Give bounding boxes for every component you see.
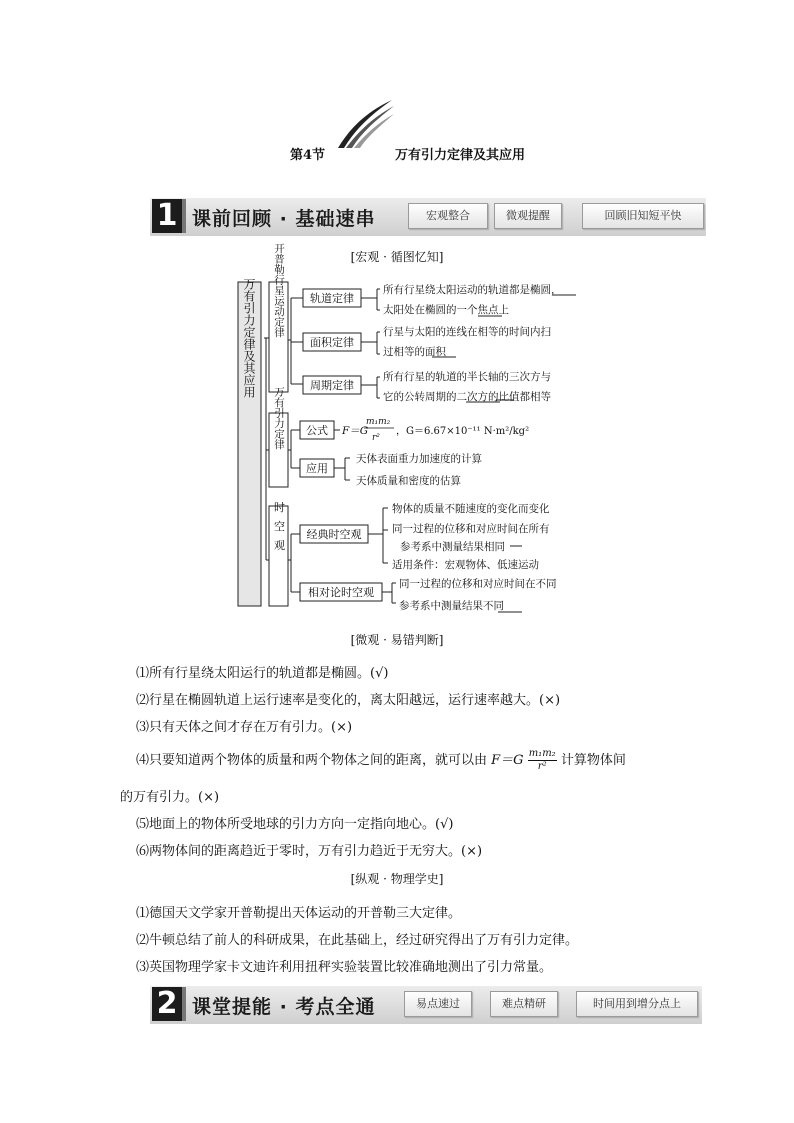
history-heading: [纵观 · 物理学史] xyxy=(350,872,444,886)
application-line-2: 天体质量和密度的估算 xyxy=(356,475,461,487)
micro-heading: [微观 · 易错判断] xyxy=(350,633,444,647)
macro-heading: [宏观 · 循图忆知] xyxy=(350,250,444,264)
judgment-3: ⑶只有天体之间才存在万有引力。(×) xyxy=(136,720,353,735)
section-2-bar xyxy=(150,986,702,1024)
relativistic-line-1: 同一过程的位移和对应时间在不同 xyxy=(399,578,557,590)
formula-lhs: F＝G xyxy=(342,425,369,437)
judgment-4-part-1: ⑷只要知道两个物体的质量和两个物体之间的距离，就可以由 xyxy=(136,753,488,768)
macro-integration-button[interactable]: 宏观整合 xyxy=(408,203,488,229)
formula-label: 公式 xyxy=(306,424,328,437)
svg-text:万有引力定律及其应用: 万有引力定律及其应用 xyxy=(242,278,256,398)
judgment-4-continued: 的万有引力。(×) xyxy=(120,790,220,805)
micro-reminder-button[interactable]: 微观提醒 xyxy=(494,203,562,229)
classical-spacetime-label: 经典时空观 xyxy=(306,528,362,541)
inline-formula-lhs: F＝G xyxy=(491,753,524,768)
history-2: ⑵牛顿总结了前人的科研成果，在此基础上，经过研究得出了万有引力定律。 xyxy=(136,933,579,948)
page-title: 万有引力定律及其应用 xyxy=(395,148,526,163)
classical-line-4: 适用条件：宏观物体、低速运动 xyxy=(392,559,539,571)
inline-formula-numerator: m₁m₂ xyxy=(528,748,556,759)
section-1-title: 课前回顾 · 基础速串 xyxy=(192,208,376,230)
section-2-title: 课堂提能 · 考点全通 xyxy=(192,996,376,1018)
classical-line-2: 同一过程的位移和对应时间在所有 xyxy=(392,523,550,535)
section-number: 第4节 xyxy=(290,148,326,163)
judgment-5: ⑸地面上的物体所受地球的引力方向一定指向地心。(√) xyxy=(136,817,454,832)
hard-points-button[interactable]: 难点精研 xyxy=(490,991,558,1017)
branch-gravitation-label: 万有引力定律 xyxy=(273,386,285,450)
score-points-button[interactable]: 时间用到增分点上 xyxy=(576,991,698,1017)
period-law-label: 周期定律 xyxy=(310,379,354,392)
classical-line-3: 参考系中测量结果相同 xyxy=(400,541,505,553)
history-1: ⑴德国天文学家开普勒提出天体运动的开普勒三大定律。 xyxy=(136,906,462,921)
history-3: ⑶英国物理学家卡文迪许利用扭秤实验装置比较准确地测出了引力常量。 xyxy=(136,960,553,975)
period-law-line-2: 它的公转周期的二次方的比值都相等 xyxy=(383,391,551,403)
judgment-4 xyxy=(136,748,626,773)
application-line-1: 天体表面重力加速度的计算 xyxy=(356,453,482,465)
inline-formula-fraction xyxy=(528,748,557,773)
orbit-law-label: 轨道定律 xyxy=(310,292,354,305)
area-law-label: 面积定律 xyxy=(310,336,354,349)
branch-kepler-label: 开普勒行星运动定律 xyxy=(273,242,285,338)
judgment-4-part-2: 计算物体间 xyxy=(560,753,626,768)
orbit-law-line-2: 太阳处在椭圆的一个焦点上 xyxy=(383,304,509,316)
section-1-number: 1 xyxy=(152,199,182,233)
easy-points-button[interactable]: 易点速过 xyxy=(404,991,472,1017)
relativistic-spacetime-label: 相对论时空观 xyxy=(308,586,374,599)
period-law-line-1: 所有行星的轨道的半长轴的三次方与 xyxy=(383,371,551,383)
tree-root-label xyxy=(242,278,256,398)
section-2-number: 2 xyxy=(152,987,182,1021)
judgment-6: ⑹两物体间的距离趋近于零时，万有引力趋近于无穷大。(×) xyxy=(136,844,483,859)
formula-numerator: m₁m₂ xyxy=(366,417,391,427)
inline-formula-denominator: r² xyxy=(537,761,547,772)
branch-spacetime-label: 时空观 xyxy=(272,501,286,559)
review-button[interactable]: 回顾旧知短平快 xyxy=(582,203,704,229)
classical-line-1: 物体的质量不随速度的变化而变化 xyxy=(392,503,550,515)
judgment-2: ⑵行星在椭圆轨道上运行速率是变化的，离太阳越远，运行速率越大。(×) xyxy=(136,693,561,708)
judgment-1: ⑴所有行星绕太阳运行的轨道都是椭圆。(√) xyxy=(136,666,389,681)
area-law-line-2: 过相等的面积 xyxy=(383,346,446,358)
application-label: 应用 xyxy=(306,462,328,475)
formula-denominator: r² xyxy=(372,433,380,443)
formula-constant: ，G＝6.67×10⁻¹¹ N·m²/kg² xyxy=(396,426,530,437)
relativistic-line-2: 参考系中测量结果不同 xyxy=(399,600,504,612)
orbit-law-line-1: 所有行星绕太阳运动的轨道都是椭圆， xyxy=(383,284,562,296)
area-law-line-1: 行星与太阳的连线在相等的时间内扫 xyxy=(383,326,551,338)
